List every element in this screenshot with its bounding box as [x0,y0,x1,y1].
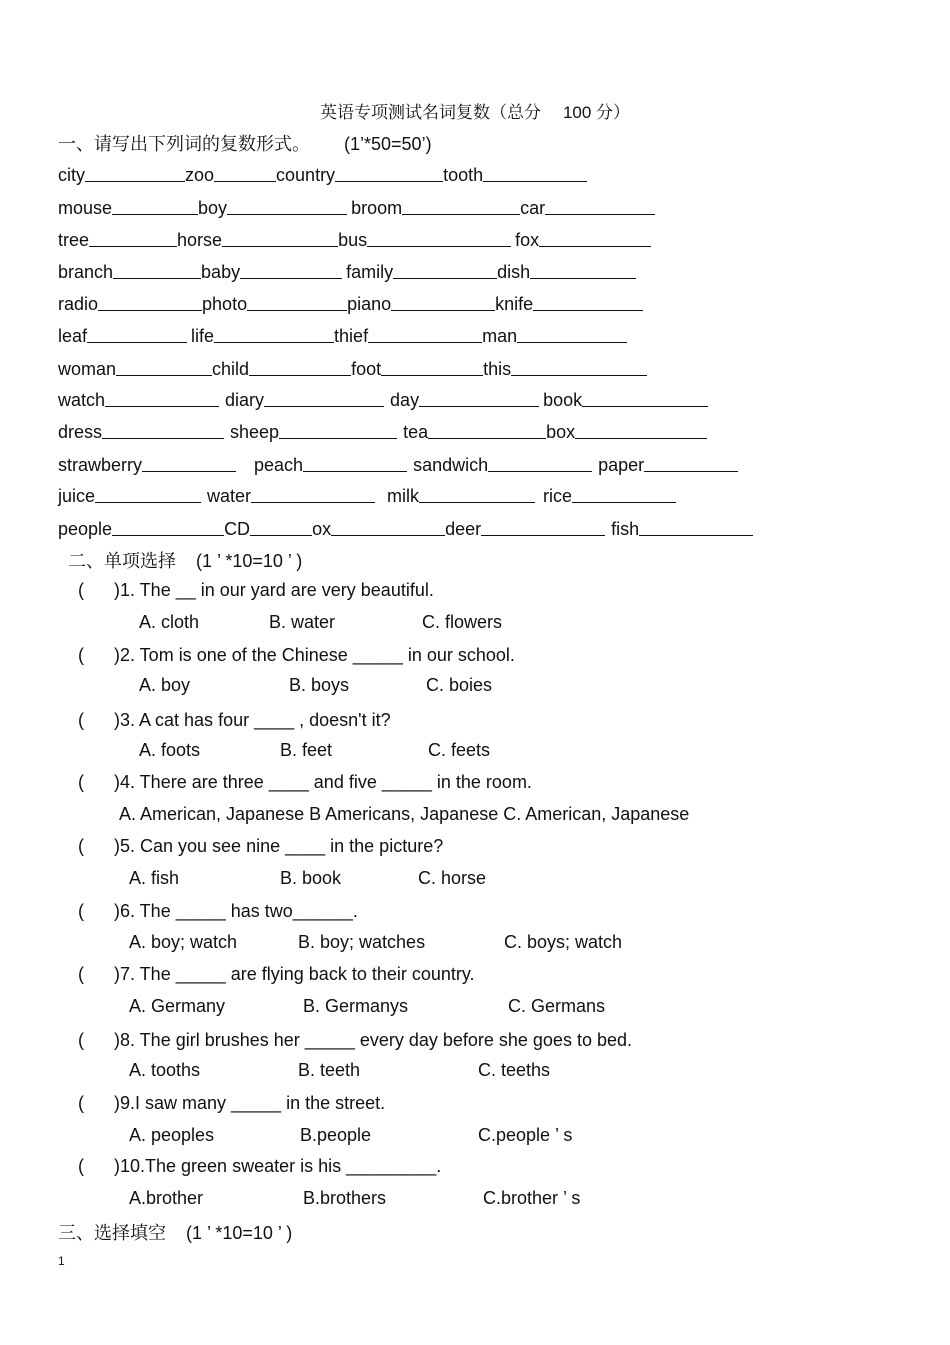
word-row [58,163,587,187]
word-child: child [212,359,250,379]
answer-paren[interactable]: ( [78,1093,84,1113]
option-8-a[interactable]: A. tooths [129,1060,201,1080]
option-10-a[interactable]: A.brother [129,1188,204,1208]
section-1-score: (1’*50=50’) [344,134,432,154]
answer-blank[interactable] [368,324,482,343]
option-1-c[interactable]: C. flowers [422,612,503,632]
answer-blank[interactable] [303,453,407,472]
word-row [58,484,676,508]
word-dish: dish [497,262,531,282]
word-foot: foot [351,359,382,379]
word-radio: radio [58,294,99,314]
word-man: man [482,326,518,346]
answer-blank[interactable] [582,388,708,407]
word-people: people [58,519,113,539]
question-text: )6. The _____ has two______. [114,901,358,921]
word-deer: deer [445,519,482,539]
question-text: )5. Can you see nine ____ in the picture? [114,836,444,856]
word-book: book [543,390,583,410]
word-juice: juice [58,486,96,506]
section-3-score: (1 ’ *10=10 ’ ) [186,1223,293,1243]
word-life: life [191,326,215,346]
section-2-score: (1 ’ *10=10 ’ ) [196,551,303,571]
word-ox: ox [312,519,332,539]
answer-blank[interactable] [87,324,187,343]
option-5-a[interactable]: A. fish [129,868,180,888]
option-10-c[interactable]: C.brother ’ s [483,1188,581,1208]
option-8-c[interactable]: C. teeths [478,1060,551,1080]
word-woman: woman [58,359,117,379]
answer-blank[interactable] [517,324,627,343]
word-baby: baby [201,262,241,282]
word-dress: dress [58,422,103,442]
question-text: )4. There are three ____ and five _____ in the room. [114,772,532,792]
answer-blank[interactable] [644,453,738,472]
answer-blank[interactable] [402,196,520,215]
question-text: )2. Tom is one of the Chinese _____ in our school. [114,645,515,665]
answer-paren[interactable]: ( [78,964,84,984]
answer-paren[interactable]: ( [78,901,84,921]
word-leaf: leaf [58,326,88,346]
title-score: 100 分） [562,103,631,122]
answer-blank[interactable] [222,228,338,247]
word-photo: photo [202,294,248,314]
answer-blank[interactable] [530,260,636,279]
option-3-c[interactable]: C. feets [428,740,491,760]
answer-blank[interactable] [511,357,647,376]
word-row [58,420,707,444]
word-row [58,324,627,348]
word-fox: fox [515,230,540,250]
option-9-c[interactable]: C.people ’ s [478,1125,573,1145]
word-milk: milk [387,486,420,506]
option-9-a[interactable]: A. peoples [129,1125,215,1145]
word-city: city [58,165,85,185]
answer-blank[interactable] [113,260,201,279]
answer-paren[interactable]: ( [78,1156,84,1176]
page-number: 1 [58,1254,65,1268]
answer-blank[interactable] [102,420,224,439]
option-6-c[interactable]: C. boys; watch [504,932,623,952]
word-day: day [390,390,420,410]
word-sandwich: sandwich [413,455,489,475]
option-8-b[interactable]: B. teeth [298,1060,361,1080]
word-fish: fish [611,519,640,539]
word-family: family [346,262,394,282]
option-5-b[interactable]: B. book [280,868,342,888]
word-row [58,453,738,477]
answer-blank[interactable] [391,292,495,311]
answer-blank[interactable] [335,163,443,182]
answer-blank[interactable] [227,196,347,215]
section-3-heading [58,1219,292,1245]
question-text: )3. A cat has four ____ , doesn't it? [114,710,391,730]
answer-blank[interactable] [428,420,546,439]
answer-blank[interactable] [572,484,676,503]
option-7-c[interactable]: C. Germans [508,996,606,1016]
word-paper: paper [598,455,645,475]
word-zoo: zoo [185,165,215,185]
answer-blank[interactable] [251,484,375,503]
word-rice: rice [543,486,573,506]
section-3-title: 三、选择填空 [58,1223,166,1243]
word-country: country [276,165,336,185]
answer-blank[interactable] [419,484,535,503]
question-text: )1. The __ in our yard are very beautiful. [114,580,434,600]
word-diary: diary [225,390,265,410]
word-boy: boy [198,198,228,218]
answer-blank[interactable] [545,196,655,215]
word-row [58,357,647,381]
option-10-b[interactable]: B.brothers [303,1188,387,1208]
section-2-heading [68,547,302,573]
answer-blank[interactable] [381,357,483,376]
answer-blank[interactable] [393,260,497,279]
section-1-heading [58,130,432,156]
answer-blank[interactable] [214,324,334,343]
word-row [58,517,753,541]
answer-blank[interactable] [240,260,342,279]
answer-blank[interactable] [98,292,202,311]
answer-paren[interactable]: ( [78,772,84,792]
word-tea: tea [403,422,429,442]
answer-blank[interactable] [539,228,651,247]
section-1-title: 一、请写出下列词的复数形式。 [58,134,310,154]
option-2-a[interactable]: A. boy [139,675,191,695]
answer-blank[interactable] [639,517,753,536]
page-title [0,98,950,123]
word-bus: bus [338,230,368,250]
word-knife: knife [495,294,534,314]
answer-blank[interactable] [575,420,707,439]
answer-blank[interactable] [105,388,219,407]
answer-blank[interactable] [142,453,236,472]
word-row [58,228,651,252]
answer-blank[interactable] [367,228,511,247]
word-this: this [483,359,512,379]
answer-blank[interactable] [95,484,201,503]
answer-blank[interactable] [116,357,212,376]
option-4-a[interactable]: A. American, Japanese B Americans, Japanese C. American, Japanese [119,804,690,824]
answer-blank[interactable] [247,292,347,311]
question-text: )8. The girl brushes her _____ every day before she goes to bed. [114,1030,632,1050]
option-3-a[interactable]: A. foots [139,740,201,760]
word-branch: branch [58,262,114,282]
answer-blank[interactable] [112,196,198,215]
word-mouse: mouse [58,198,113,218]
word-piano: piano [347,294,392,314]
answer-blank[interactable] [488,453,592,472]
word-tree: tree [58,230,90,250]
option-6-a[interactable]: A. boy; watch [129,932,238,952]
word-strawberry: strawberry [58,455,143,475]
word-car: car [520,198,546,218]
answer-blank[interactable] [214,163,276,182]
answer-paren[interactable]: ( [78,645,84,665]
question-text: )9.I saw many _____ in the street. [114,1093,386,1113]
word-watch: watch [58,390,106,410]
word-row [58,292,643,316]
answer-blank[interactable] [250,517,312,536]
answer-blank[interactable] [85,163,185,182]
answer-paren[interactable]: ( [78,580,84,600]
answer-blank[interactable] [483,163,587,182]
option-7-b[interactable]: B. Germanys [303,996,409,1016]
question-text: )7. The _____ are flying back to their country. [114,964,475,984]
question-text: )10.The green sweater is his _________. [114,1156,442,1176]
option-9-b[interactable]: B.people [300,1125,372,1145]
answer-blank[interactable] [264,388,384,407]
answer-blank[interactable] [249,357,351,376]
answer-blank[interactable] [533,292,643,311]
word-row [58,388,708,412]
option-3-b[interactable]: B. feet [280,740,333,760]
answer-paren[interactable]: ( [78,836,84,856]
word-row [58,196,655,220]
answer-blank[interactable] [419,388,539,407]
word-sheep: sheep [230,422,280,442]
answer-blank[interactable] [112,517,224,536]
option-6-b[interactable]: B. boy; watches [298,932,426,952]
word-broom: broom [351,198,403,218]
word-cd: CD [224,519,251,539]
option-2-c[interactable]: C. boies [426,675,493,695]
answer-blank[interactable] [481,517,605,536]
option-2-b[interactable]: B. boys [289,675,350,695]
answer-blank[interactable] [279,420,397,439]
option-7-a[interactable]: A. Germany [129,996,226,1016]
word-row [58,260,636,284]
option-1-a[interactable]: A. cloth [139,612,200,632]
word-horse: horse [177,230,223,250]
answer-paren[interactable]: ( [78,1030,84,1050]
title-main: 英语专项测试名词复数（总分 [319,103,541,122]
word-thief: thief [334,326,369,346]
option-1-b[interactable]: B. water [269,612,336,632]
answer-blank[interactable] [331,517,445,536]
word-peach: peach [254,455,304,475]
option-5-c[interactable]: C. horse [418,868,487,888]
answer-paren[interactable]: ( [78,710,84,730]
section-2-title: 二、单项选择 [68,551,176,571]
word-water: water [207,486,252,506]
word-tooth: tooth [443,165,484,185]
answer-blank[interactable] [89,228,177,247]
word-box: box [546,422,576,442]
